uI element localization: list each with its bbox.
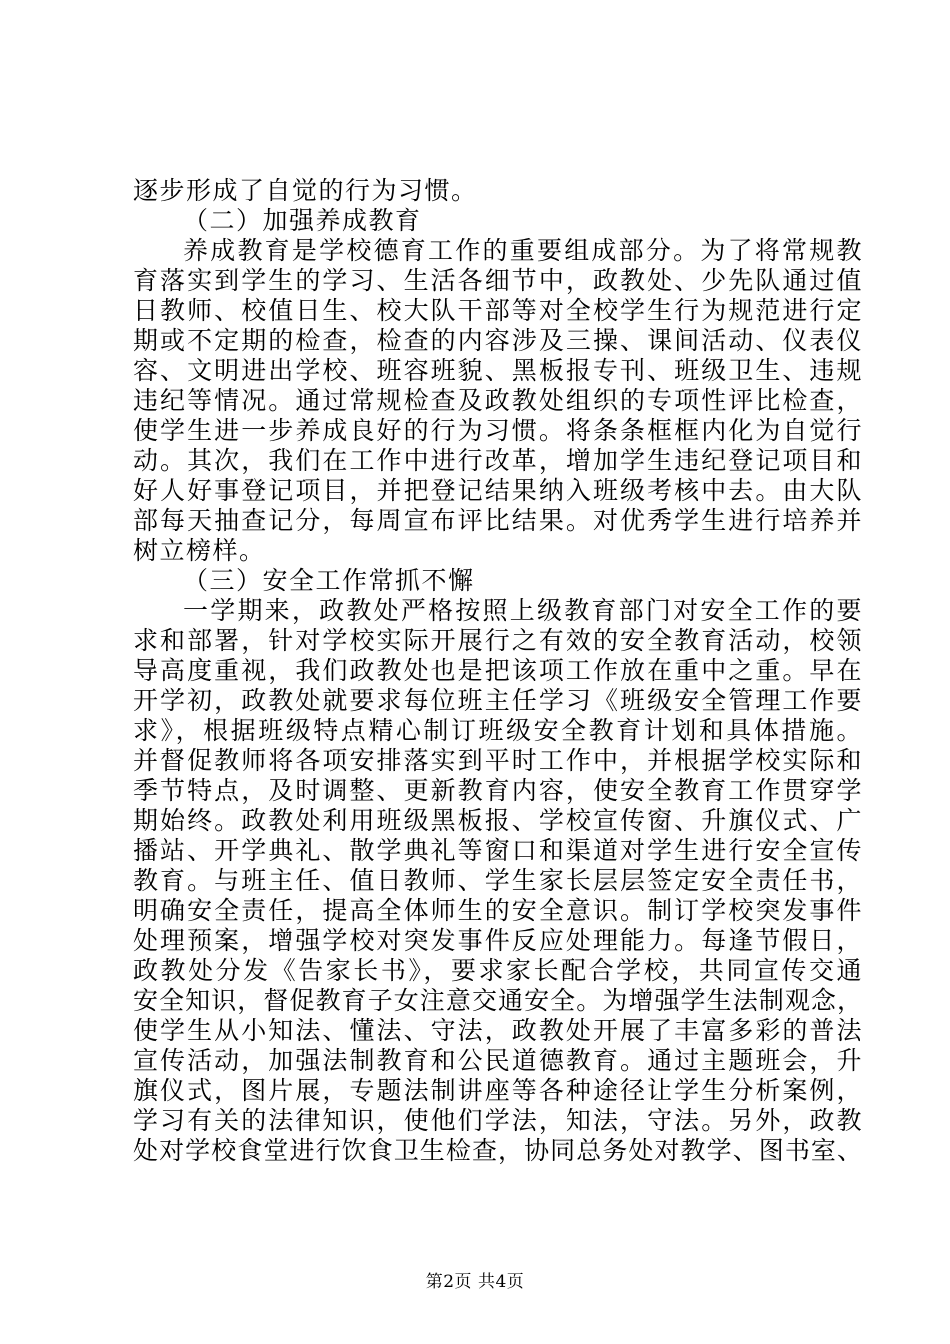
text-line: 日教师、校值日生、校大队干部等对全校学生行为规范进行定	[133, 296, 863, 325]
text-line: 期或不定期的检查，检查的内容涉及三操、课间活动、仪表仪	[133, 326, 863, 355]
text-line: 动。其次，我们在工作中进行改革，增加学生违纪登记项目和	[133, 446, 863, 475]
text-line: 容、文明进出学校、班容班貌、黑板报专刊、班级卫生、违规	[133, 356, 863, 385]
text-line: 树立榜样。	[133, 536, 266, 565]
text-line: 播站、开学典礼、散学典礼等窗口和渠道对学生进行安全宣传	[133, 836, 863, 865]
text-line: 求》，根据班级特点精心制订班级安全教育计划和具体措施。	[133, 716, 863, 745]
text-line: 安全知识，督促教育子女注意交通安全。为增强学生法制观念，	[133, 986, 863, 1015]
text-line: 违纪等情况。通过常规检查及政教处组织的专项性评比检查，	[133, 386, 863, 415]
text-line: 一学期来，政教处严格按照上级教育部门对安全工作的要	[183, 596, 863, 625]
text-line: 导高度重视，我们政教处也是把该项工作放在重中之重。早在	[133, 656, 863, 685]
text-line: 求和部署，针对学校实际开展行之有效的安全教育活动，校领	[133, 626, 863, 655]
text-line: 宣传活动，加强法制教育和公民道德教育。通过主题班会，升	[133, 1046, 863, 1075]
text-line: 教育。与班主任、值日教师、学生家长层层签定安全责任书，	[133, 866, 863, 895]
text-line: 处对学校食堂进行饮食卫生检查，协同总务处对教学、图书室、	[133, 1136, 863, 1165]
text-line: 育落实到学生的学习、生活各细节中，政教处、少先队通过值	[133, 266, 863, 295]
text-line: （三）安全工作常抓不懈	[183, 566, 475, 595]
text-line: 旗仪式，图片展，专题法制讲座等各种途径让学生分析案例，	[133, 1076, 863, 1105]
text-line: 开学初，政教处就要求每位班主任学习《班级安全管理工作要	[133, 686, 863, 715]
text-line: 使学生进一步养成良好的行为习惯。将条条框框内化为自觉行	[133, 416, 863, 445]
text-line: 逐步形成了自觉的行为习惯。	[133, 176, 478, 205]
text-line: 使学生从小知法、懂法、守法，政教处开展了丰富多彩的普法	[133, 1016, 863, 1045]
page-footer: 第2页 共4页	[425, 1272, 525, 1292]
text-line: 明确安全责任，提高全体师生的安全意识。制订学校突发事件	[133, 896, 863, 925]
text-line: 部每天抽查记分，每周宣布评比结果。对优秀学生进行培养并	[133, 506, 863, 535]
text-line: 并督促教师将各项安排落实到平时工作中，并根据学校实际和	[133, 746, 863, 775]
text-line: 处理预案，增强学校对突发事件反应处理能力。每逢节假日，	[133, 926, 863, 955]
text-line: 期始终。政教处利用班级黑板报、学校宣传窗、升旗仪式、广	[133, 806, 863, 835]
text-line: 好人好事登记项目，并把登记结果纳入班级考核中去。由大队	[133, 476, 863, 505]
text-line: 学习有关的法律知识，使他们学法，知法，守法。另外，政教	[133, 1106, 863, 1135]
document-body	[133, 176, 863, 1166]
text-line: （二）加强养成教育	[183, 206, 422, 235]
text-line: 养成教育是学校德育工作的重要组成部分。为了将常规教	[183, 236, 863, 265]
text-line: 季节特点，及时调整、更新教育内容，使安全教育工作贯穿学	[133, 776, 863, 805]
text-line: 政教处分发《告家长书》，要求家长配合学校，共同宣传交通	[133, 956, 863, 985]
